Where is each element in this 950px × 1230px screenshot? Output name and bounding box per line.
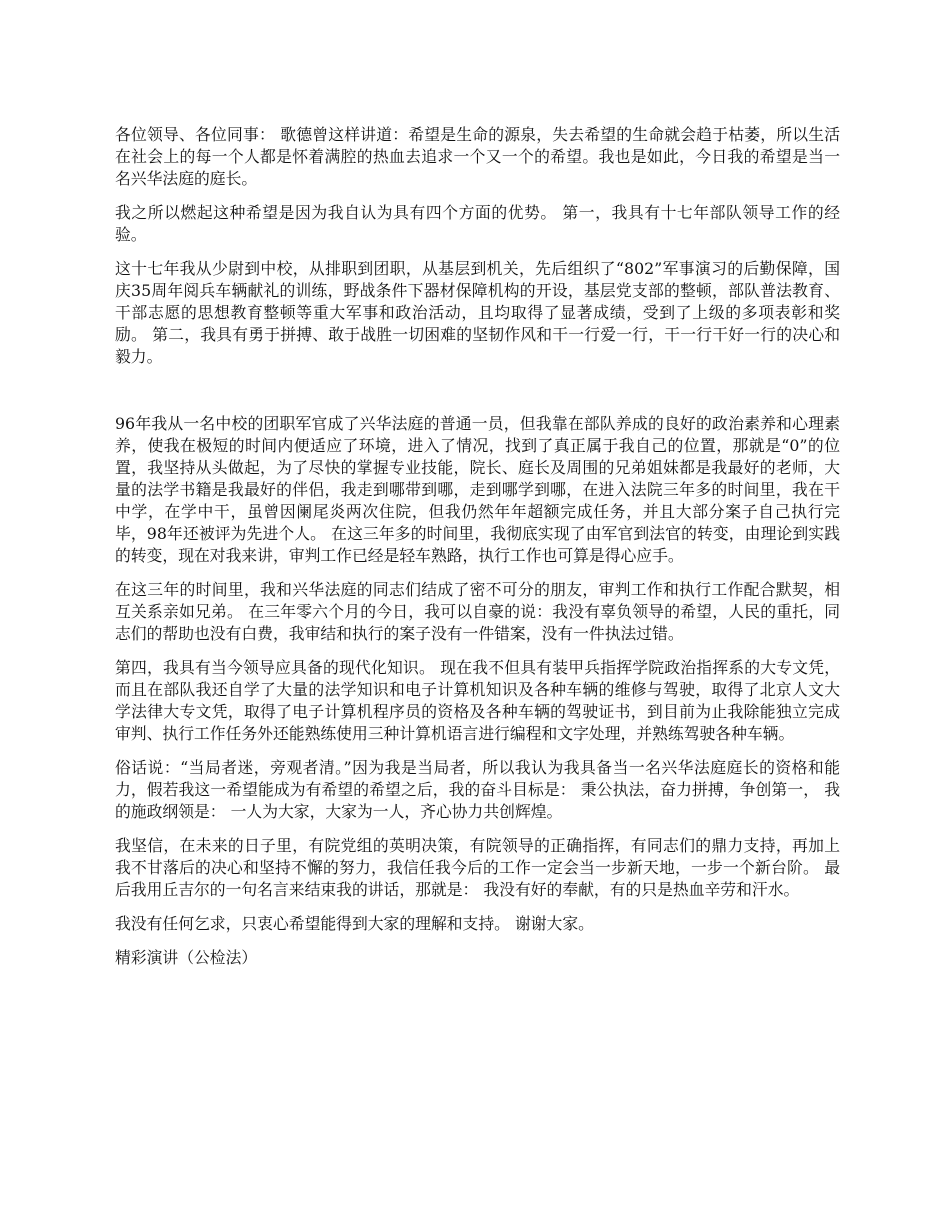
section-gap xyxy=(115,380,840,413)
paragraph-goals: 俗话说：“当局者迷，旁观者清。”因为我是当局者，所以我认为我具备当一名兴华法庭庭长的资格和能力，假若我这一希望能成为有希望的希望之后，我的奋斗目标是： 秉公执法，奋力拼搏，争创第一， 我的施政纲领是： 一人为大家，大家为一人，齐心协力共创辉煌。 xyxy=(115,758,840,821)
paragraph-modern-knowledge: 第四，我具有当今领导应具备的现代化知识。 现在我不但具有装甲兵指挥学院政治指挥系的大专文凭，而且在部队我还自学了大量的法学知识和电子计算机知识及各种车辆的维修与驾驶，取得了北京人文大学法律大专文凭，取得了电子计算机程序员的资格及各种车辆的驾驶证书，到目前为止我除能独立完成审判、执行工作任务外还能熟练使用三种计算机语言进行编程和文字处理，并熟练驾驶各种车辆。 xyxy=(115,658,840,743)
paragraph-closing: 我没有任何乞求，只衷心希望能得到大家的理解和支持。 谢谢大家。 xyxy=(115,914,594,933)
paragraph-military-experience: 这十七年我从少尉到中校，从排职到团职，从基层到机关，先后组织了“802”军事演习的后勤保障，国庆35周年阅兵车辆献礼的训练，野战条件下器材保障机构的开设，基层党支部的整顿，部队普法教育、干部志愿的思想教育整顿等重大军事和政治活动，且均取得了显著成绩，受到了上级的多项表彰和奖励。 第二，我具有勇于拼搏、敢于战胜一切困难的坚韧作风和干一行爱一行，干一行干好一行的决心和毅力。 xyxy=(115,259,840,366)
footer-caption: 精彩演讲（公检法） xyxy=(115,948,258,967)
paragraph-colleagues: 在这三年的时间里，我和兴华法庭的同志们结成了密不可分的朋友，审判工作和执行工作配合默契，相互关系亲如兄弟。 在三年零六个月的今日，我可以自豪的说：我没有辜负领导的希望，人民的重托，同志们的帮助也没有白费，我审结和执行的案子没有一件错案，没有一件执法过错。 xyxy=(115,580,840,643)
paragraph-court-career: 96年我从一名中校的团职军官成了兴华法庭的普通一员，但我靠在部队养成的良好的政治素养和心理素养，使我在极短的时间内便适应了环境，进入了情况，找到了真正属于我自己的位置，那就是“0”的位置，我坚持从头做起，为了尽快的掌握专业技能，院长、庭长及周围的兄弟姐妹都是我最好的老师，大量的法学书籍是我最好的伴侣，我走到哪带到哪，走到哪学到哪，在进入法院三年多的时间里，我在干中学，在学中干，虽曾因阑尾炎两次住院，但我仍然年年超额完成任务，并且大部分案子自己执行完毕，98年还被评为先进个人。 在这三年多的时间里，我彻底实现了由军官到法官的转变，由理论到实践的转变，现在对我来讲，审判工作已经是轻车熟路，执行工作也可算是得心应手。 xyxy=(115,414,840,565)
paragraph-advantages-intro: 我之所以燃起这种希望是因为我自认为具有四个方面的优势。 第一，我具有十七年部队领导工作的经验。 xyxy=(115,203,840,244)
document-page xyxy=(115,124,840,969)
paragraph-greeting: 各位领导、各位同事： 歌德曾这样讲道：希望是生命的源泉，失去希望的生命就会趋于枯萎，所以生活在社会上的每一个人都是怀着满腔的热血去追求一个又一个的希望。我也是如此，今日我的希望是当一名兴华法庭的庭长。 xyxy=(115,125,840,188)
paragraph-conviction: 我坚信，在未来的日子里，有院党组的英明决策，有院领导的正确指挥，有同志们的鼎力支持，再加上我不甘落后的决心和坚持不懈的努力，我信任我今后的工作一定会当一步新天地，一步一个新台阶。 最后我用丘吉尔的一句名言来结束我的讲话，那就是： 我没有好的奉献，有的只是热血辛劳和汗水。 xyxy=(115,836,840,899)
